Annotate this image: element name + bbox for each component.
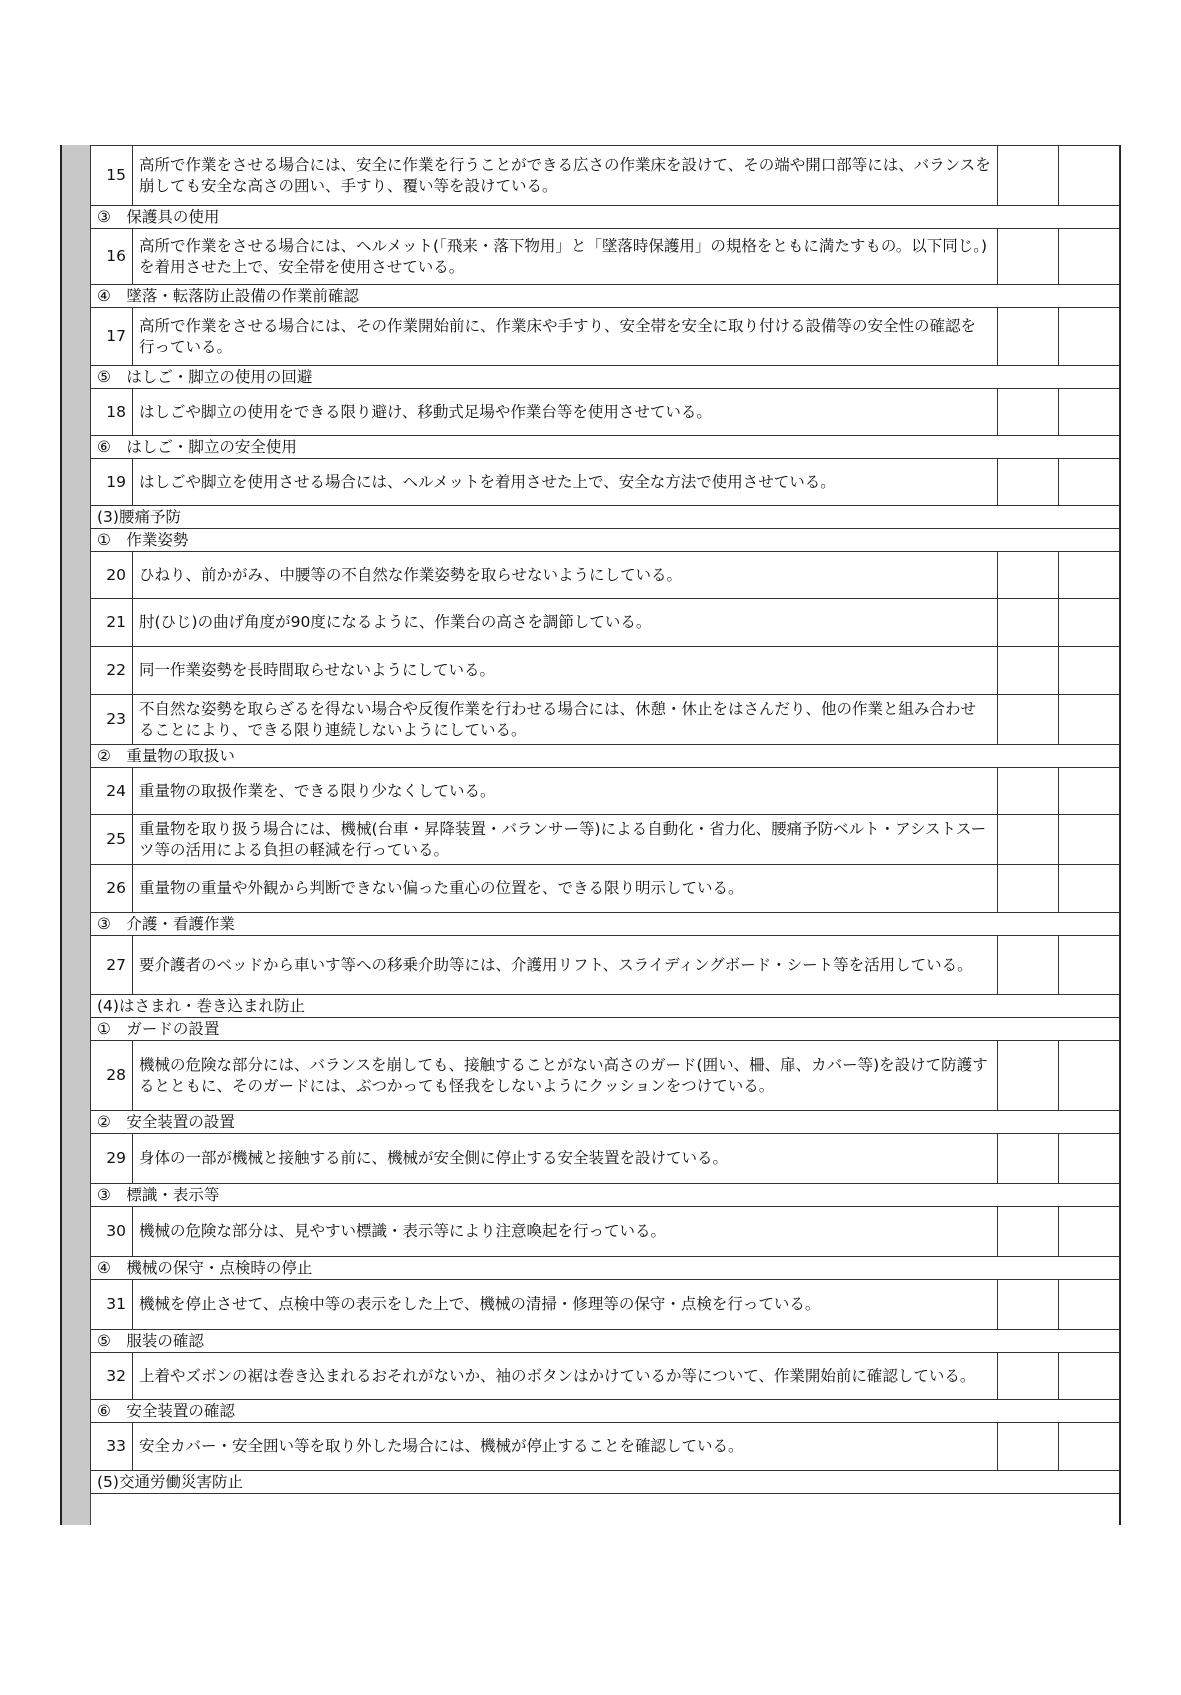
subsection-title: ② 重量物の取扱い (91, 745, 1120, 768)
check-cell-1[interactable] (998, 229, 1059, 285)
subsection-title: ③ 保護具の使用 (91, 206, 1120, 229)
checklist-item-row (91, 865, 1120, 913)
section-title: (4)はさまれ・巻き込まれ防止 (91, 995, 1120, 1018)
check-cell-1[interactable] (998, 1280, 1059, 1330)
checklist-item-row (91, 146, 1120, 206)
subsection-header-row (91, 366, 1120, 389)
item-text: 重量物を取り扱う場合には、機械(台車・昇降装置・バランサー等)による自動化・省力化、腰痛予防ベルト・アシストスーツ等の活用による負担の軽減を行っている。 (133, 815, 998, 865)
check-cell-1[interactable] (998, 936, 1059, 995)
subsection-header-row (91, 529, 1120, 552)
check-cell-2[interactable] (1059, 768, 1120, 815)
checklist-item-row (91, 389, 1120, 436)
subsection-title: ⑤ 服装の確認 (91, 1330, 1120, 1353)
checklist-item-row (91, 308, 1120, 366)
check-cell-2[interactable] (1059, 1207, 1120, 1257)
item-text: 肘(ひじ)の曲げ角度が90度になるように、作業台の高さを調節している。 (133, 599, 998, 647)
checklist-item-row (91, 229, 1120, 285)
checklist-item-row (91, 695, 1120, 745)
check-cell-2[interactable] (1059, 459, 1120, 506)
item-number: 32 (91, 1353, 133, 1400)
item-text: はしごや脚立の使用をできる限り避け、移動式足場や作業台等を使用させている。 (133, 389, 998, 436)
check-cell-2[interactable] (1059, 229, 1120, 285)
item-text: 機械を停止させて、点検中等の表示をした上で、機械の清掃・修理等の保守・点検を行っている。 (133, 1280, 998, 1330)
subsection-header-row (91, 285, 1120, 308)
checklist-item-row (91, 768, 1120, 815)
check-cell-1[interactable] (998, 865, 1059, 913)
item-text: 重量物の重量や外観から判断できない偏った重心の位置を、できる限り明示している。 (133, 865, 998, 913)
subsection-title: ③ 標識・表示等 (91, 1184, 1120, 1207)
subsection-header-row (91, 1184, 1120, 1207)
section-header-row (91, 506, 1120, 529)
check-cell-2[interactable] (1059, 146, 1120, 206)
check-cell-1[interactable] (998, 599, 1059, 647)
subsection-title: ① ガードの設置 (91, 1018, 1120, 1041)
check-cell-2[interactable] (1059, 1423, 1120, 1471)
checklist-table (90, 145, 1120, 1494)
check-cell-1[interactable] (998, 389, 1059, 436)
section-header-row (91, 995, 1120, 1018)
item-number: 18 (91, 389, 133, 436)
check-cell-1[interactable] (998, 815, 1059, 865)
section-title: (3)腰痛予防 (91, 506, 1120, 529)
check-cell-2[interactable] (1059, 1041, 1120, 1111)
item-text: 高所で作業をさせる場合には、安全に作業を行うことができる広さの作業床を設けて、その端や開口部等には、バランスを崩しても安全な高さの囲い、手すり、覆い等を設けている。 (133, 146, 998, 206)
item-number: 29 (91, 1134, 133, 1184)
checklist-item-row (91, 1280, 1120, 1330)
check-cell-2[interactable] (1059, 936, 1120, 995)
item-text: はしごや脚立を使用させる場合には、ヘルメットを着用させた上で、安全な方法で使用させている。 (133, 459, 998, 506)
check-cell-1[interactable] (998, 146, 1059, 206)
item-number: 28 (91, 1041, 133, 1111)
subsection-header-row (91, 1400, 1120, 1423)
subsection-title: ① 作業姿勢 (91, 529, 1120, 552)
check-cell-1[interactable] (998, 1041, 1059, 1111)
subsection-header-row (91, 913, 1120, 936)
check-cell-2[interactable] (1059, 1280, 1120, 1330)
check-cell-1[interactable] (998, 695, 1059, 745)
subsection-title: ④ 機械の保守・点検時の停止 (91, 1257, 1120, 1280)
checklist-item-row (91, 1207, 1120, 1257)
section-header-row (91, 1471, 1120, 1494)
check-cell-1[interactable] (998, 308, 1059, 366)
item-number: 25 (91, 815, 133, 865)
check-cell-2[interactable] (1059, 647, 1120, 695)
check-cell-1[interactable] (998, 1207, 1059, 1257)
check-cell-1[interactable] (998, 459, 1059, 506)
item-number: 27 (91, 936, 133, 995)
subsection-header-row (91, 1257, 1120, 1280)
subsection-header-row (91, 436, 1120, 459)
checklist-item-row (91, 1353, 1120, 1400)
check-cell-2[interactable] (1059, 815, 1120, 865)
checklist-item-row (91, 647, 1120, 695)
item-text: 要介護者のベッドから車いす等への移乗介助等には、介護用リフト、スライディングボード・シート等を活用している。 (133, 936, 998, 995)
checklist-item-row (91, 459, 1120, 506)
check-cell-2[interactable] (1059, 552, 1120, 599)
subsection-title: ③ 介護・看護作業 (91, 913, 1120, 936)
item-number: 33 (91, 1423, 133, 1471)
checklist-page (60, 145, 1121, 1525)
item-number: 31 (91, 1280, 133, 1330)
item-number: 26 (91, 865, 133, 913)
check-cell-2[interactable] (1059, 308, 1120, 366)
item-number: 17 (91, 308, 133, 366)
item-number: 21 (91, 599, 133, 647)
item-text: 機械の危険な部分には、バランスを崩しても、接触することがない高さのガード(囲い、柵、扉、カバー等)を設けて防護するとともに、そのガードには、ぶつかっても怪我をしないようにクッションをつけている。 (133, 1041, 998, 1111)
item-text: 不自然な姿勢を取らざるを得ない場合や反復作業を行わせる場合には、休憩・休止をはさんだり、他の作業と組み合わせることにより、できる限り連続しないようにしている。 (133, 695, 998, 745)
left-margin-band (60, 145, 91, 1525)
check-cell-2[interactable] (1059, 599, 1120, 647)
subsection-title: ⑤ はしご・脚立の使用の回避 (91, 366, 1120, 389)
item-number: 19 (91, 459, 133, 506)
item-number: 24 (91, 768, 133, 815)
section-title: (5)交通労働災害防止 (91, 1471, 1120, 1494)
item-text: ひねり、前かがみ、中腰等の不自然な作業姿勢を取らせないようにしている。 (133, 552, 998, 599)
item-number: 15 (91, 146, 133, 206)
check-cell-1[interactable] (998, 552, 1059, 599)
item-text: 重量物の取扱作業を、できる限り少なくしている。 (133, 768, 998, 815)
subsection-title: ④ 墜落・転落防止設備の作業前確認 (91, 285, 1120, 308)
checklist-rows (91, 146, 1120, 1494)
check-cell-2[interactable] (1059, 1353, 1120, 1400)
check-cell-2[interactable] (1059, 1134, 1120, 1184)
subsection-header-row (91, 1330, 1120, 1353)
item-text: 高所で作業をさせる場合には、ヘルメット(「飛来・落下物用」と「墜落時保護用」の規格をともに満たすもの。以下同じ。)を着用させた上で、安全帯を使用させている。 (133, 229, 998, 285)
item-text: 機械の危険な部分は、見やすい標識・表示等により注意喚起を行っている。 (133, 1207, 998, 1257)
item-text: 上着やズボンの裾は巻き込まれるおそれがないか、袖のボタンはかけているか等について、作業開始前に確認している。 (133, 1353, 998, 1400)
subsection-title: ⑥ 安全装置の確認 (91, 1400, 1120, 1423)
item-number: 16 (91, 229, 133, 285)
check-cell-1[interactable] (998, 1353, 1059, 1400)
subsection-header-row (91, 745, 1120, 768)
subsection-header-row (91, 1018, 1120, 1041)
checklist-item-row (91, 936, 1120, 995)
item-text: 身体の一部が機械と接触する前に、機械が安全側に停止する安全装置を設けている。 (133, 1134, 998, 1184)
subsection-title: ② 安全装置の設置 (91, 1111, 1120, 1134)
check-cell-1[interactable] (998, 647, 1059, 695)
checklist-item-row (91, 1134, 1120, 1184)
item-number: 22 (91, 647, 133, 695)
checklist-item-row (91, 1423, 1120, 1471)
subsection-header-row (91, 206, 1120, 229)
checklist-item-row (91, 599, 1120, 647)
check-cell-2[interactable] (1059, 389, 1120, 436)
subsection-title: ⑥ はしご・脚立の安全使用 (91, 436, 1120, 459)
subsection-header-row (91, 1111, 1120, 1134)
checklist-item-row (91, 815, 1120, 865)
checklist-item-row (91, 552, 1120, 599)
check-cell-1[interactable] (998, 768, 1059, 815)
check-cell-1[interactable] (998, 1134, 1059, 1184)
item-text: 安全カバー・安全囲い等を取り外した場合には、機械が停止することを確認している。 (133, 1423, 998, 1471)
item-text: 同一作業姿勢を長時間取らせないようにしている。 (133, 647, 998, 695)
check-cell-2[interactable] (1059, 865, 1120, 913)
check-cell-2[interactable] (1059, 695, 1120, 745)
item-text: 高所で作業をさせる場合には、その作業開始前に、作業床や手すり、安全帯を安全に取り付ける設備等の安全性の確認を行っている。 (133, 308, 998, 366)
item-number: 30 (91, 1207, 133, 1257)
item-number: 23 (91, 695, 133, 745)
checklist-item-row (91, 1041, 1120, 1111)
check-cell-1[interactable] (998, 1423, 1059, 1471)
item-number: 20 (91, 552, 133, 599)
